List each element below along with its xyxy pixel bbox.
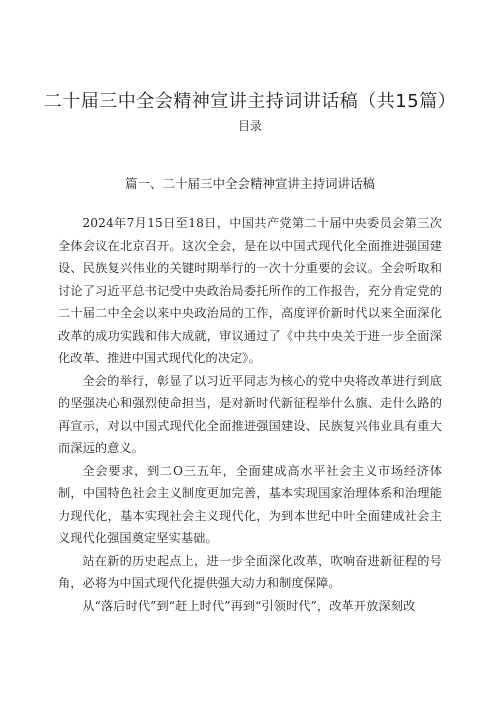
paragraph-2: 全会的举行，彰显了以习近平同志为核心的党中央将改革进行到底的坚强决心和强烈使命担当，是对新时代新征程举什么旗、走什么路的再宣示，对以中国式现代化全面推进强国建设、民族复兴伟业具有重大而深远的意义。 <box>58 373 442 455</box>
body-text <box>58 212 442 617</box>
paragraph-3: 全会要求，到二O三五年，全面建成高水平社会主义市场经济体制，中国特色社会主义制度更加完善，基本实现国家治理体系和治理能力现代化，基本实现社会主义现代化，为到本世纪中叶全面建成社会主义现代化强国奠定坚实基础。 <box>58 463 442 545</box>
paragraph-5: 从“落后时代”到“赶上时代”再到“引领时代”，改革开放深刻改 <box>82 598 416 613</box>
toc-label: 目录 <box>237 119 262 133</box>
section-heading: 篇一、二十届三中全会精神宣讲主持词讲话稿 <box>124 176 375 191</box>
document-title: 二十届三中全会精神宣讲主持词讲话稿（共15篇） <box>43 91 457 112</box>
paragraph-4: 站在新的历史起点上，进一步全面深化改革，吹响奋进新征程的号角，必将为中国式现代化提供强大动力和制度保障。 <box>58 553 442 590</box>
paragraph-1: 2024年7月15日至18日，中国共产党第二十届中央委员会第三次全体会议在北京召开。这次全会，是在以中国式现代化全面推进强国建设、民族复兴伟业的关键时期举行的一次十分重要的会议。全会听取和讨论了习近平总书记受中央政治局委托所作的工作报告，充分肯定党的二十届二中全会以来中央政治局的工作，高度评价新时代以来全面深化改革的成功实践和伟大成就，审议通过了《中共中央关于进一步全面深化改革、推进中国式现代化的决定》。 <box>58 216 442 365</box>
